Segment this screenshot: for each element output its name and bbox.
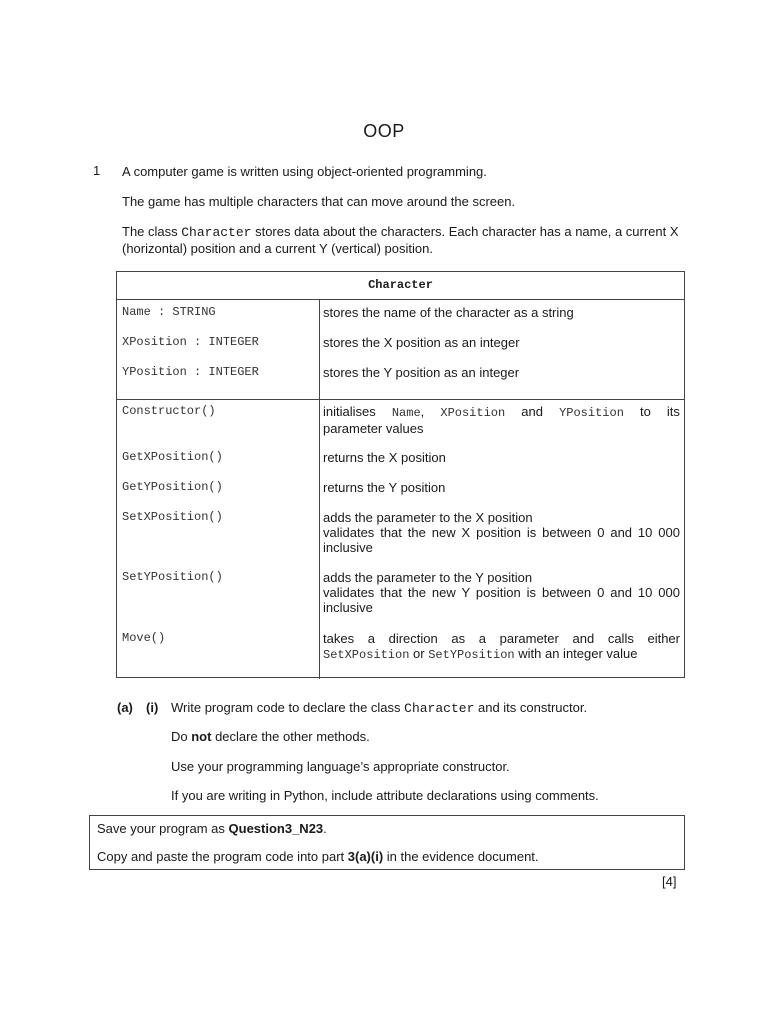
text: validates that the new Y position is between 0 and 10 000 <box>323 585 680 600</box>
column-divider <box>319 400 320 679</box>
emphasis: not <box>191 729 212 744</box>
instruction-3: Use your programming language’s appropriate constructor. <box>171 759 510 774</box>
code-xposition: XPosition <box>440 406 506 420</box>
methods-section <box>117 400 684 679</box>
method-description: returns the Y position <box>323 480 446 495</box>
class-table-header: Character <box>117 272 684 300</box>
text: inclusive <box>323 600 373 615</box>
question-number: 1 <box>93 163 101 178</box>
copy-instruction <box>97 849 539 865</box>
text: parameter values <box>323 421 424 436</box>
text: initialises <box>323 404 376 419</box>
text: declare the other methods. <box>211 729 370 744</box>
filename: Question3_N23 <box>228 821 324 836</box>
part-reference: 3(a)(i) <box>347 849 384 864</box>
instruction-1 <box>171 700 691 717</box>
text: adds the parameter to the Y position <box>323 570 533 585</box>
part-a-label: (a) <box>117 700 133 715</box>
attribute-description: stores the name of the character as a string <box>323 305 574 320</box>
attribute-description: stores the Y position as an integer <box>323 365 520 380</box>
class-diagram-table <box>116 271 685 678</box>
code-setyposition: SetYPosition <box>428 648 515 662</box>
text: to its <box>639 404 680 419</box>
method-description <box>323 404 680 436</box>
instruction-4: If you are writing in Python, include attribute declarations using comments. <box>171 788 599 803</box>
evidence-instructions-box <box>89 815 685 870</box>
text: and <box>521 404 543 419</box>
text: and its constructor. <box>474 700 588 715</box>
text: , <box>420 404 425 419</box>
text: adds the parameter to the X position <box>323 510 533 525</box>
method-name: Move() <box>122 631 166 645</box>
method-description: returns the X position <box>323 450 446 465</box>
attribute-name: XPosition : INTEGER <box>122 335 259 349</box>
part-i-label: (i) <box>146 700 159 715</box>
text: inclusive <box>323 540 373 555</box>
method-name: GetYPosition() <box>122 480 223 494</box>
method-description <box>323 631 680 663</box>
method-name: SetXPosition() <box>122 510 223 524</box>
intro-paragraph-3 <box>122 224 688 257</box>
page-title: OOP <box>363 121 405 141</box>
code-setxposition: SetXPosition <box>323 648 410 662</box>
method-name: Constructor() <box>122 404 216 418</box>
method-name: SetYPosition() <box>122 570 223 584</box>
code-yposition: YPosition <box>559 406 624 420</box>
text: in the evidence document. <box>383 849 539 864</box>
code-name: Name <box>391 406 421 420</box>
method-description <box>323 510 680 555</box>
text: or <box>409 646 429 661</box>
text: Copy and paste the program code into part <box>97 849 348 864</box>
attribute-description: stores the X position as an integer <box>323 335 520 350</box>
column-divider <box>319 300 320 399</box>
class-name-code: Character <box>181 225 252 240</box>
attribute-name: Name : STRING <box>122 305 216 319</box>
attribute-name: YPosition : INTEGER <box>122 365 259 379</box>
text: Write program code to declare the class <box>171 700 405 715</box>
intro-text: The class <box>122 224 182 239</box>
method-name: GetXPosition() <box>122 450 223 464</box>
text: Save your program as <box>97 821 229 836</box>
save-instruction <box>97 821 327 837</box>
method-description <box>323 570 680 615</box>
instruction-2 <box>171 729 691 745</box>
marks-allocation: [4] <box>662 874 677 889</box>
text: with an integer value <box>514 646 638 661</box>
attributes-section <box>117 300 684 400</box>
intro-text: stores data about the characters. Each character has a name, a current X (horizontal) position and a current Y (vertical) position. <box>122 224 679 256</box>
class-name-code: Character <box>404 701 475 716</box>
intro-paragraph-1: A computer game is written using object-oriented programming. <box>122 164 487 179</box>
text: Do <box>171 729 192 744</box>
intro-paragraph-2: The game has multiple characters that can move around the screen. <box>122 194 516 209</box>
text: . <box>323 821 327 836</box>
text: validates that the new X position is between 0 and 10 000 <box>323 525 680 540</box>
text: takes a direction as a parameter and calls either <box>323 631 680 646</box>
